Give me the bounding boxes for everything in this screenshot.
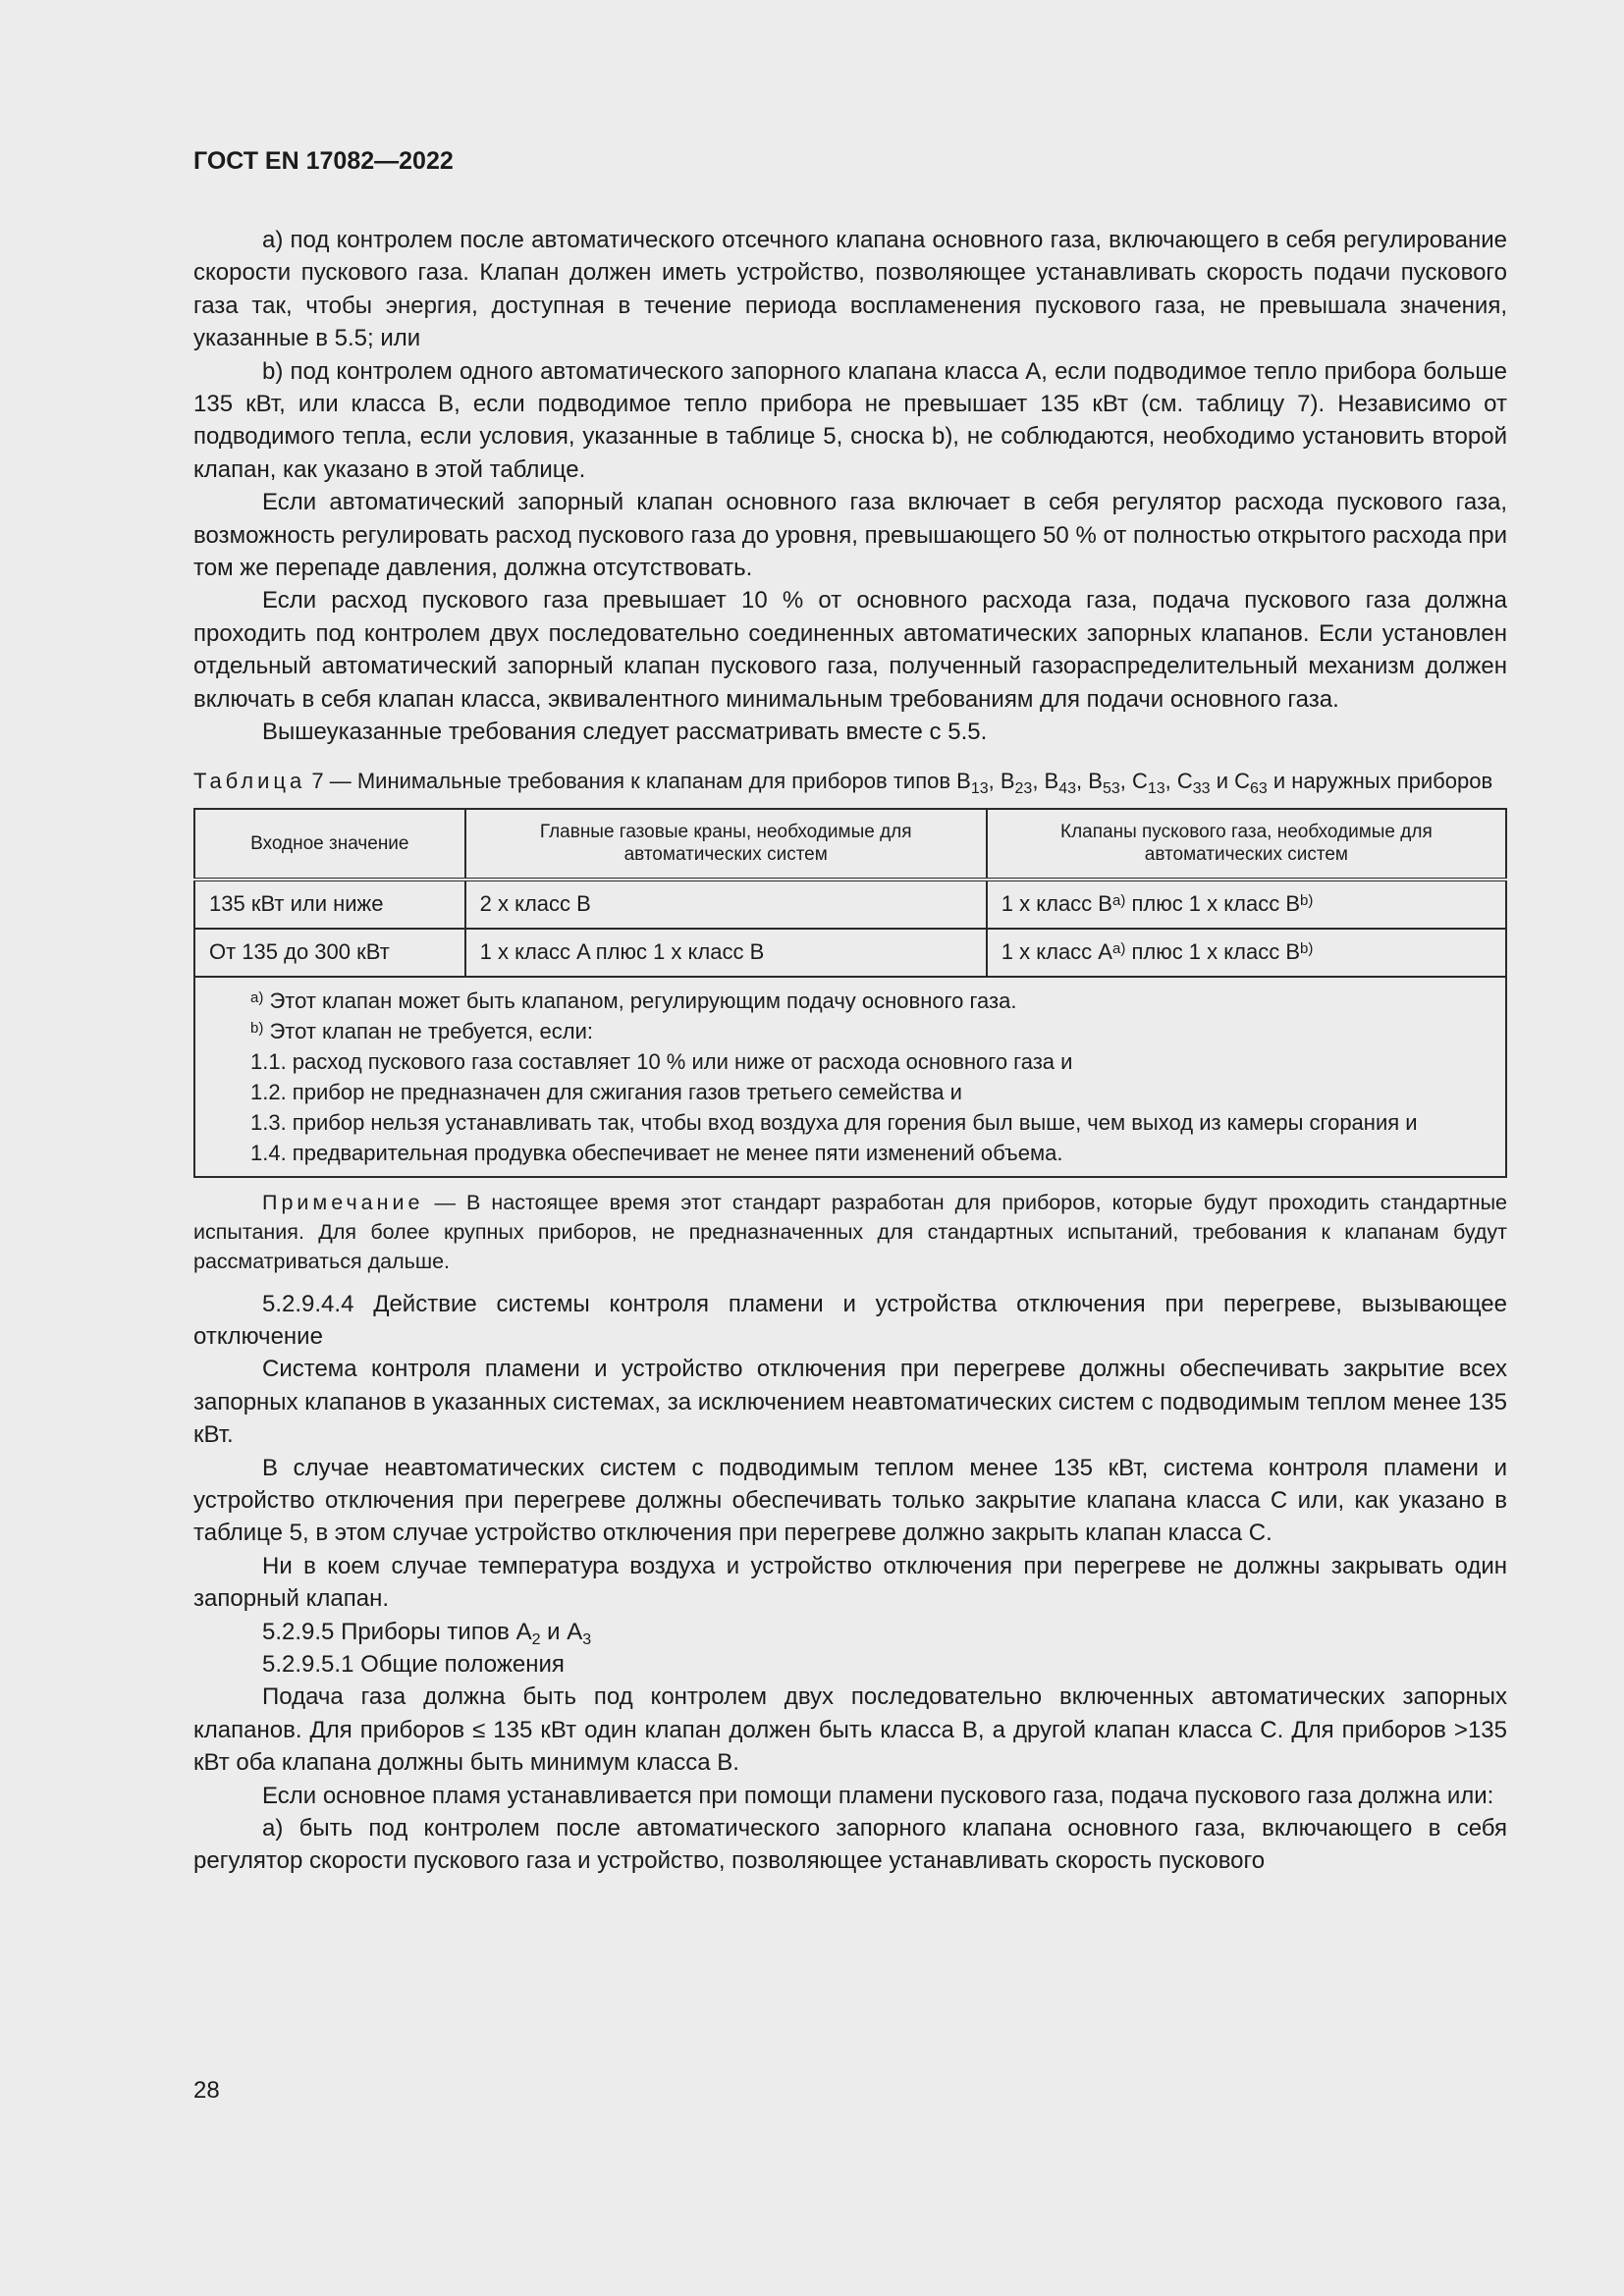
- table-row: [194, 880, 1506, 929]
- document-header: ГОСТ EN 17082—2022: [193, 147, 454, 175]
- body-text: [193, 224, 1507, 1878]
- paragraph: Если основное пламя устанавливается при помощи пламени пускового газа, подача пускового газа должна или:: [262, 1782, 1494, 1809]
- footnote-b: $^{b)}$ Этот клапан не требуется, если:: [250, 1018, 594, 1043]
- table-header-row: [194, 809, 1506, 880]
- table-cell: 2 x класс B: [465, 880, 987, 929]
- section-heading: 5.2.9.5 Приборы типов $A_2$ и $A_3$: [262, 1618, 592, 1648]
- footnote-item: 1.4. предварительная продувка обеспечивает не менее пяти изменений объема.: [250, 1140, 1063, 1165]
- paragraph: Если автоматический запорный клапан основного газа включает в себя регулятор расхода пускового газа, возможность регулировать расход пускового газа до уровня, превышающего 50 % от полностью открытого расхода при том же перепаде давления, должна отсутствовать.: [193, 489, 1507, 582]
- table-footnotes: [194, 977, 1506, 1177]
- table-cell: 1 x класс A плюс 1 x класс B: [465, 929, 987, 977]
- paragraph: Система контроля пламени и устройство отключения при перегреве должны обеспечивать закрытие всех запорных клапанов в указанных системах, за исключением неавтоматических систем с подводимым теплом менее 135 кВт.: [193, 1356, 1507, 1449]
- table-cell: От 135 до 300 кВт: [194, 929, 465, 977]
- paragraph: a) быть под контролем после автоматического запорного клапана основного газа, включающего в себя регулятор скорости пускового газа и устройство, позволяющее устанавливать скорость пускового: [193, 1815, 1507, 1875]
- table-footnotes-row: [194, 977, 1506, 1177]
- paragraph: Ни в коем случае температура воздуха и устройство отключения при перегреве не должны закрывать один запорный клапан.: [193, 1552, 1507, 1613]
- column-header: Клапаны пускового газа, необходимые для автоматических систем: [987, 809, 1506, 880]
- page-number: 28: [193, 2077, 220, 2104]
- paragraph: Подача газа должна быть под контролем двух последовательно включенных автоматических запорных клапанов. Для приборов ≤ 135 кВт один клапан должен быть класса B, а другой клапан класса C. Для приборов >135 кВт оба клапана должны быть минимум класса B.: [193, 1683, 1507, 1777]
- column-header: Входное значение: [194, 809, 465, 880]
- note: Примечание — В настоящее время этот стандарт разработан для приборов, которые будут проходить стандартные испытания. Для более крупных приборов, не предназначенных для стандартных испытаний, требования к клапанам будут рассматриваться дальше.: [193, 1190, 1507, 1273]
- table-cell: 135 кВт или ниже: [194, 880, 465, 929]
- paragraph: a) под контролем после автоматического отсечного клапана основного газа, включающего в себя регулирование скорости пускового газа. Клапан должен иметь устройство, позволяющее устанавливать скорость подачи пускового газа так, чтобы энергия, доступная в течение периода воспламенения пускового газа, не превышала значения, указанные в 5.5; или: [193, 227, 1507, 352]
- footnote-item: 1.3. прибор нельзя устанавливать так, чтобы вход воздуха для горения был выше, чем выход из камеры сгорания и: [250, 1109, 1418, 1135]
- footnote-a: $^{a)}$ Этот клапан может быть клапаном, регулирующим подачу основного газа.: [250, 988, 1017, 1013]
- table-cell: 1 x класс $B^{a)}$ плюс 1 x класс $B^{b)}$: [987, 880, 1506, 929]
- table-caption: Таблица 7 — Минимальные требования к клапанам для приборов типов $B_{13}$, $B_{23}$, $B_{43}$, $B_{53}$, $C_{13}$, $C_{33}$ и $C_{63}$ и наружных приборов: [193, 768, 1493, 797]
- table-row: [194, 929, 1506, 977]
- column-header: Главные газовые краны, необходимые для автоматических систем: [465, 809, 987, 880]
- section-heading: 5.2.9.5.1 Общие положения: [262, 1650, 565, 1678]
- paragraph: В случае неавтоматических систем с подводимым теплом менее 135 кВт, система контроля пламени и устройство отключения при перегреве должны обеспечивать только закрытие клапана класса C или, как указано в таблице 5, в этом случае устройство отключения при перегреве должно закрыть клапан класса C.: [193, 1454, 1507, 1547]
- table-caption-label: Таблица: [193, 768, 306, 793]
- valve-requirements-table: [193, 808, 1507, 1178]
- paragraph: b) под контролем одного автоматического запорного клапана класса A, если подводимое тепло прибора больше 135 кВт, или класса B, если подводимое тепло прибора не превышает 135 кВт (см. таблицу 7). Независимо от подводимого тепла, если условия, указанные в таблице 5, сноска b), не соблюдаются, необходимо установить второй клапан, как указано в этой таблице.: [193, 357, 1507, 483]
- footnote-item: 1.1. расход пускового газа составляет 10 % или ниже от расхода основного газа и: [250, 1048, 1073, 1074]
- section-heading: 5.2.9.4.4 Действие системы контроля пламени и устройства отключения при перегреве, вызывающее отключение: [193, 1290, 1507, 1350]
- paragraph: Если расход пускового газа превышает 10 % от основного расхода газа, подача пускового газа должна проходить под контролем двух последовательно соединенных автоматических запорных клапанов. Если установлен отдельный автоматический запорный клапан пускового газа, полученный газораспределительный механизм должен включать в себя клапан класса, эквивалентного минимальным требованиям для подачи основного газа.: [193, 587, 1507, 713]
- footnote-item: 1.2. прибор не предназначен для сжигания газов третьего семейства и: [250, 1079, 962, 1104]
- paragraph: Вышеуказанные требования следует рассматривать вместе с 5.5.: [262, 719, 988, 746]
- note-label: Примечание: [262, 1190, 424, 1214]
- table-cell: 1 x класс $A^{a)}$ плюс 1 x класс $B^{b)}$: [987, 929, 1506, 977]
